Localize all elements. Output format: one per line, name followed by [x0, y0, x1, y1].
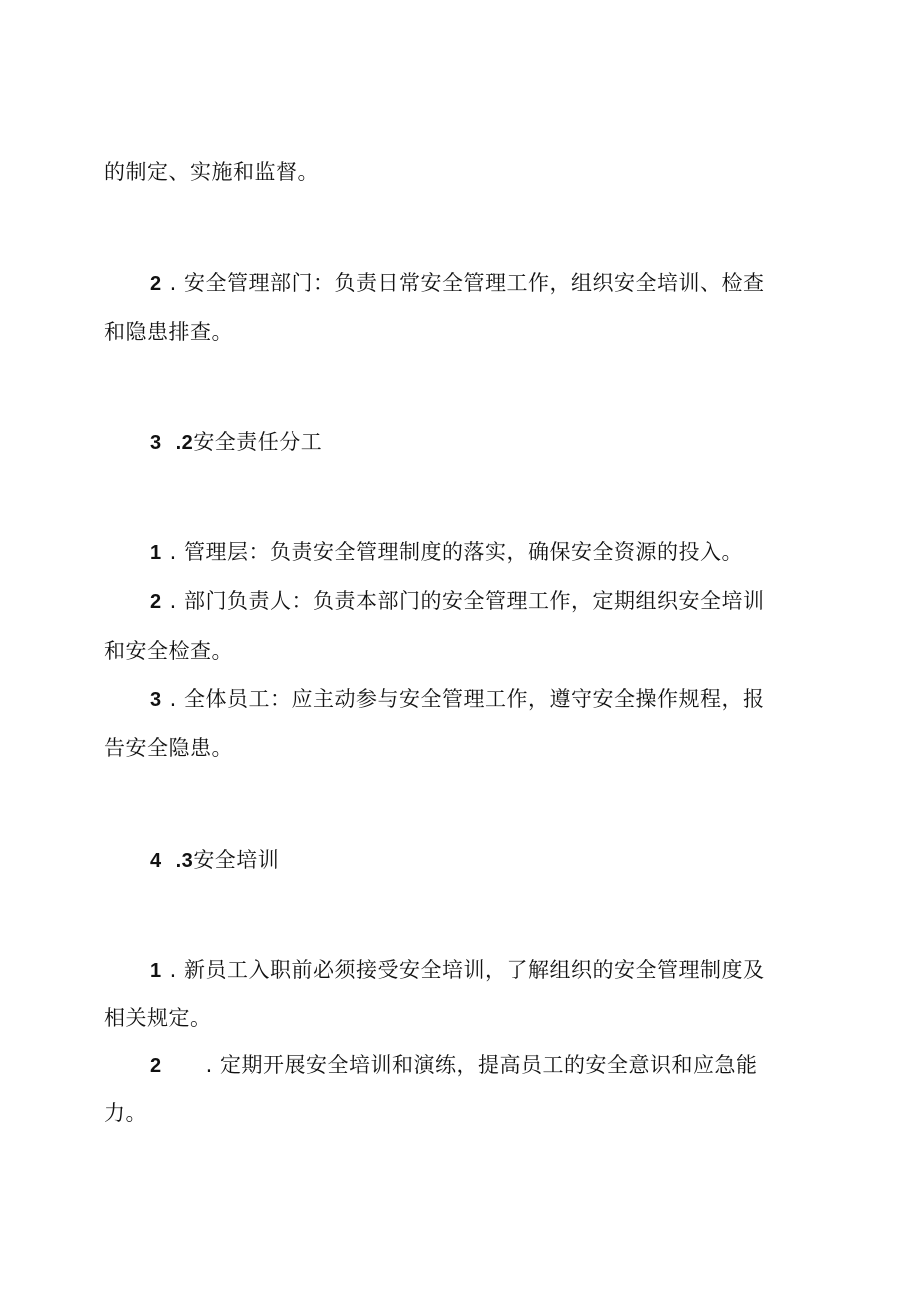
heading-number: 3	[150, 432, 162, 454]
list-number: 1	[150, 542, 162, 564]
line-text: 力。	[104, 1101, 147, 1125]
list-number: 1	[150, 960, 162, 982]
section-heading-3-2	[150, 427, 870, 458]
heading-text: 安全责任分工	[193, 430, 323, 454]
list-item-3-line-1	[150, 684, 870, 715]
line-text: . 安全管理部门：负责日常安全管理工作，组织安全培训、检查	[169, 271, 765, 295]
list-item-2-line-1	[150, 1050, 870, 1081]
line-text: 的制定、实施和监督。	[104, 160, 319, 184]
line-text: . 定期开展安全培训和演练，提高员工的安全意识和应急能	[205, 1053, 758, 1077]
list-number: 2	[150, 273, 162, 295]
paragraph-line-1	[104, 157, 824, 187]
list-number: 2	[150, 591, 162, 613]
list-number: 3	[150, 689, 162, 711]
list-item-3-line-2	[104, 733, 824, 763]
line-text: 相关规定。	[104, 1006, 212, 1030]
section-heading-4-3	[150, 845, 870, 876]
list-item-2-line-2	[104, 636, 824, 666]
list-item-1-line-2	[104, 1003, 824, 1033]
list-item-2-line-1	[150, 586, 870, 617]
heading-subnumber: .2	[175, 432, 194, 454]
line-text: 和安全检查。	[104, 639, 233, 663]
list-number: 2	[150, 1055, 162, 1077]
list-item-1	[150, 537, 870, 568]
list-item-2-line-2	[104, 1098, 824, 1128]
line-text: . 新员工入职前必须接受安全培训，了解组织的安全管理制度及	[169, 958, 765, 982]
list-item-2-line-2	[104, 317, 824, 347]
heading-number: 4	[150, 850, 162, 872]
list-item-1-line-1	[150, 955, 870, 986]
line-text: 告安全隐患。	[104, 736, 233, 760]
heading-subnumber: .3	[175, 850, 194, 872]
list-item-2-line-1	[150, 268, 870, 299]
line-text: . 全体员工：应主动参与安全管理工作，遵守安全操作规程，报	[169, 687, 765, 711]
heading-text: 安全培训	[193, 848, 280, 872]
line-text: 和隐患排查。	[104, 320, 233, 344]
line-text: . 部门负责人：负责本部门的安全管理工作，定期组织安全培训	[169, 589, 765, 613]
line-text: . 管理层：负责安全管理制度的落实，确保安全资源的投入。	[169, 540, 743, 564]
